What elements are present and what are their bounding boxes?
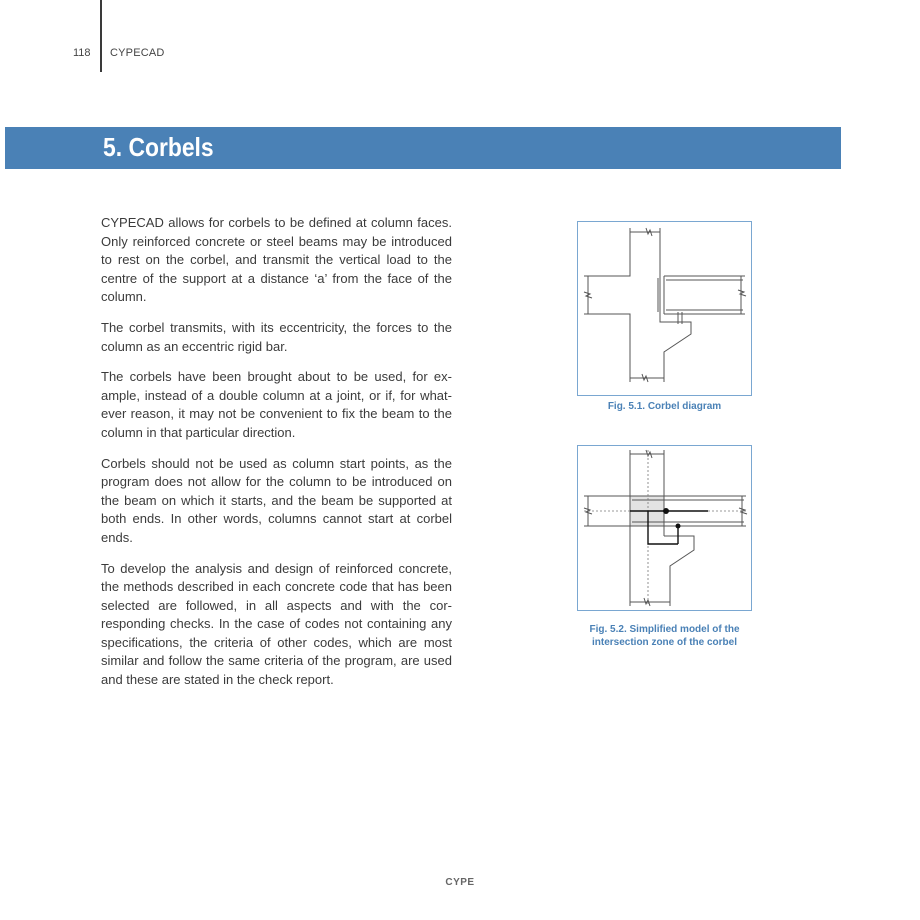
paragraph: The corbels have been brought about to be used, for example, instead of a double column at a joint, or if, for whatever reason, it may not be convenient to fix the beam to the column in that particular direction. xyxy=(101,369,452,440)
caption-line: intersection zone of the corbel xyxy=(591,637,738,648)
body-text xyxy=(101,214,452,702)
paragraph: The corbel transmits, with its eccentricity, the forces to the column as an eccentric rigid bar. xyxy=(101,319,452,354)
corbel-diagram-figure xyxy=(577,221,752,396)
paragraph: To develop the analysis and design of reinforced concrete, the methods described in each concrete code that has been selected are followed, in all aspects and with the corresponding checks. In the case of codes not containing any specifications, the criteria of other codes, which are most similar and follow the same criteria of the program, are used and these are stated in the check report. xyxy=(101,560,452,688)
footer-brand: CYPE xyxy=(445,877,475,888)
chapter-title: 5. Corbels xyxy=(103,132,214,162)
paragraph: Corbels should not be used as column start points, as the program does not allow for the column to be introduced on the beam on which it starts, and the beam be supported at both ends. In other words, columns cannot start at corbel ends. xyxy=(101,455,452,545)
paragraph: CYPECAD allows for corbels to be defined at column faces. Only reinforced concrete or steel beams may be introduced to rest on the corbel, and transmit the vertical load to the centre of the support at a distance ‘a’ from the face of the column. xyxy=(101,215,452,305)
caption-line: Fig. 5.2. Simplified model of the xyxy=(589,624,740,635)
figure-caption: Fig. 5.1. Corbel diagram xyxy=(607,401,722,412)
intersection-model-diagram xyxy=(578,446,751,610)
page-number: 118 xyxy=(73,47,91,59)
running-title: CYPECAD xyxy=(110,47,165,59)
header-divider xyxy=(100,0,102,72)
corbel-diagram xyxy=(578,222,751,395)
intersection-model-figure xyxy=(577,445,752,611)
figure-caption xyxy=(577,623,752,649)
